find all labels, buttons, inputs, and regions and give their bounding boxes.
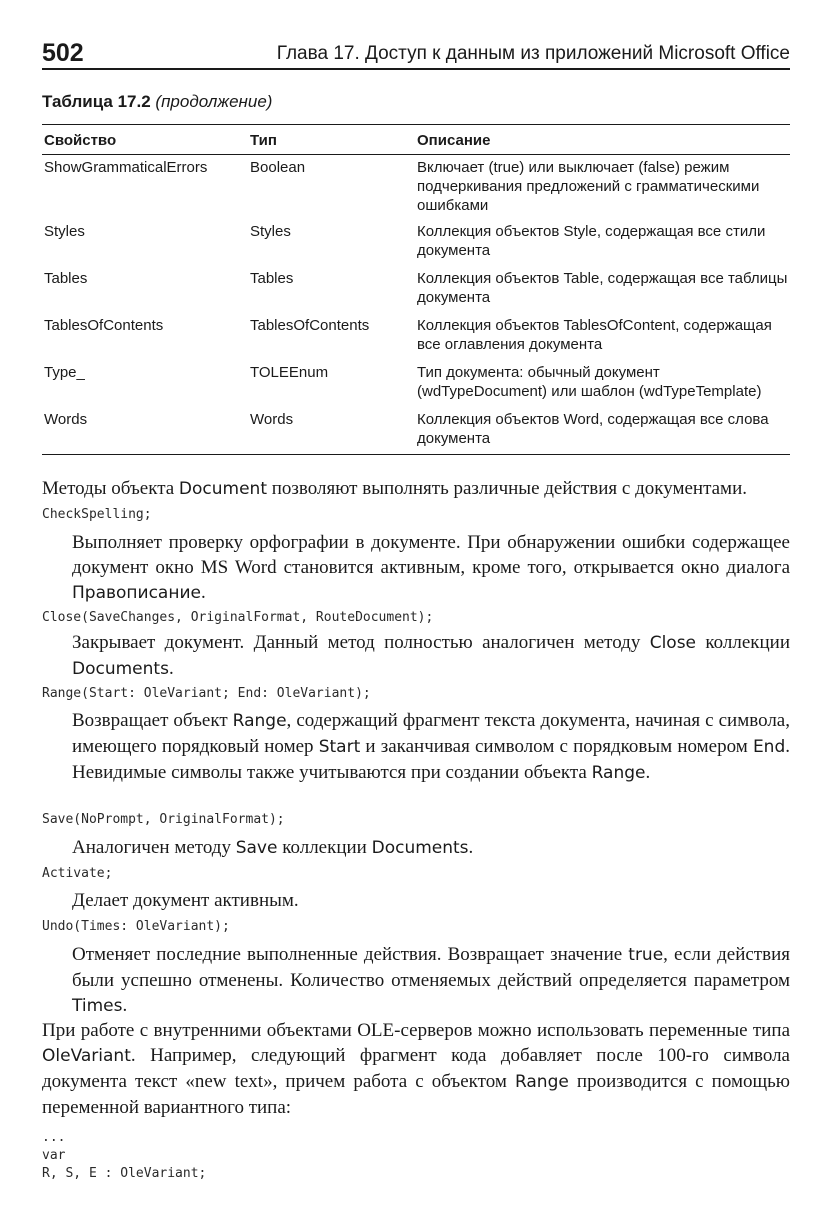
- inline-code: Range: [591, 763, 646, 783]
- table-row: [42, 316, 790, 363]
- inline-code: Start: [318, 737, 361, 757]
- inline-code: Documents: [371, 838, 469, 858]
- cell-property: Styles: [44, 223, 85, 240]
- inline-code: Правописание: [72, 583, 201, 603]
- table-caption-continued: (продолжение): [155, 92, 273, 111]
- text-run: .: [468, 837, 474, 858]
- code-line: ...: [42, 1130, 66, 1145]
- chapter-title: Глава 17. Доступ к данным из приложений Microsoft Office: [276, 43, 790, 64]
- text-run: коллекции: [696, 632, 790, 653]
- inline-code: End: [752, 737, 786, 757]
- code-line: R, S, E : OleVariant;: [42, 1166, 207, 1181]
- table-row: [42, 155, 790, 222]
- method-signature-save: Save(NoPrompt, OriginalFormat);: [42, 812, 285, 827]
- inline-code: Times: [72, 996, 123, 1016]
- cell-description: Коллекция объектов Table, содержащая все таблицы документа: [417, 270, 788, 306]
- text-run: коллекции: [277, 837, 372, 858]
- cell-property: Words: [44, 411, 88, 428]
- inline-code: Save: [235, 838, 278, 858]
- text-run: позволяют выполнять различные действия с документами.: [267, 478, 747, 499]
- text-run: , содержащий фрагмент текста документа, начиная с символа, имеющего порядковый номер: [72, 710, 790, 757]
- cell-type: Boolean: [250, 159, 306, 176]
- properties-table: [42, 124, 790, 455]
- table-row: [42, 269, 790, 316]
- cell-property: Tables: [44, 270, 88, 287]
- running-header: [42, 38, 790, 70]
- method-description-activate: Делает документ активным.: [72, 890, 299, 911]
- table-row: [42, 363, 790, 410]
- cell-description: Коллекция объектов TablesOfContent, содержащая все оглавления документа: [417, 317, 772, 353]
- method-signature-close: Close(SaveChanges, OriginalFormat, RouteDocument);: [42, 610, 434, 625]
- method-description-close: [72, 630, 790, 682]
- method-description-undo: [72, 942, 790, 1019]
- text-run: Методы объекта: [42, 478, 179, 499]
- text-run: .: [200, 582, 206, 603]
- text-run: Аналогичен методу: [72, 837, 236, 858]
- cell-property: TablesOfContents: [44, 317, 164, 334]
- inline-code: OleVariant: [42, 1046, 131, 1066]
- inline-code: true: [628, 945, 664, 965]
- page-number: 502: [42, 39, 84, 67]
- cell-property: ShowGrammaticalErrors: [44, 159, 208, 176]
- inline-code: Documents: [72, 659, 169, 679]
- methods-intro-paragraph: [42, 476, 790, 502]
- text-run: .: [645, 762, 651, 783]
- column-header-description: Описание: [417, 132, 491, 149]
- code-line: var: [42, 1148, 66, 1163]
- text-run: Закрывает документ. Данный метод полностью аналогичен методу: [72, 632, 650, 653]
- text-run: .: [168, 658, 174, 679]
- method-signature-checkspelling: CheckSpelling;: [42, 507, 152, 522]
- text-run: Отменяет последние выполненные действия. Возвращает значение: [72, 944, 629, 965]
- cell-type: Tables: [250, 270, 294, 287]
- method-signature-range: Range(Start: OleVariant; End: OleVariant);: [42, 686, 371, 701]
- method-description-range: [72, 708, 790, 786]
- inline-code: Close: [649, 633, 697, 653]
- cell-type: Words: [250, 411, 294, 428]
- cell-type: TablesOfContents: [250, 317, 370, 334]
- table-caption: [42, 92, 272, 112]
- inline-code: Range: [514, 1072, 569, 1092]
- cell-description: Тип документа: обычный документ (wdTypeDocument) или шаблон (wdTypeTemplate): [417, 364, 762, 400]
- table-caption-number: Таблица 17.2: [42, 92, 151, 111]
- cell-description: Коллекция объектов Word, содержащая все слова документа: [417, 411, 769, 447]
- table-header-row: [42, 125, 790, 155]
- text-run: . Например, следующий фрагмент кода добавляет после 100-го символа документа текст «new text», причем работа с объектом: [42, 1045, 790, 1092]
- method-signature-activate: Activate;: [42, 866, 113, 881]
- cell-type: Styles: [250, 223, 291, 240]
- text-run: и заканчивая символом с порядковым номером: [360, 736, 753, 757]
- text-run: , если действия были успешно отменены. Количество отменяемых действий определяется параметром: [72, 944, 790, 991]
- inline-code: Document: [178, 479, 267, 499]
- text-run: При работе с внутренними объектами OLE-серверов можно использовать переменные типа: [42, 1020, 790, 1041]
- table-row: [42, 410, 790, 454]
- method-signature-undo: Undo(Times: OleVariant);: [42, 919, 230, 934]
- text-run: Возвращает объект: [72, 710, 233, 731]
- inline-code: Range: [232, 711, 287, 731]
- column-header-type: Тип: [250, 132, 277, 149]
- cell-description: Включает (true) или выключает (false) режим подчеркивания предложений с грамматическими ошибками: [417, 159, 760, 214]
- ole-variant-paragraph: [42, 1018, 790, 1120]
- text-run: производится с помощью переменной вариантного типа:: [42, 1071, 790, 1118]
- table-row: [42, 222, 790, 269]
- text-run: .: [122, 995, 128, 1016]
- cell-type: TOLEEnum: [250, 364, 329, 381]
- column-header-property: Свойство: [44, 132, 117, 149]
- cell-property: Type_: [44, 364, 85, 381]
- method-description-checkspelling: [72, 530, 790, 606]
- method-description-save: [72, 835, 790, 861]
- cell-description: Коллекция объектов Style, содержащая все стили документа: [417, 223, 766, 259]
- text-run: Выполняет проверку орфографии в документе. При обнаружении ошибки содержащее документ окно MS Word становится активным, кроме того, открывается окно диалога: [72, 532, 790, 578]
- text-run: . Невидимые символы также учитываются при создании объекта: [72, 736, 790, 783]
